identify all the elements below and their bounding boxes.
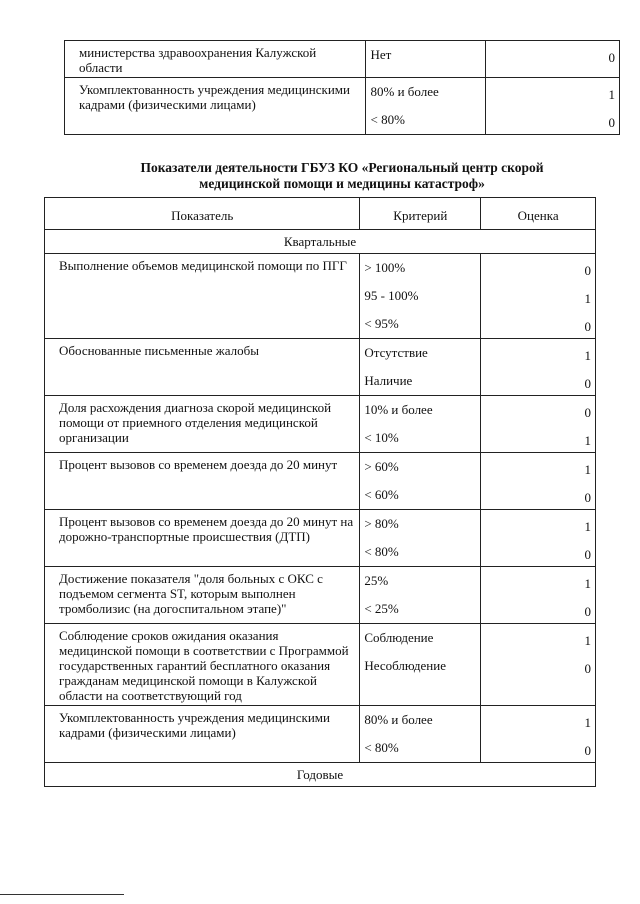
criterion-value: < 10% (364, 430, 399, 445)
criterion-value: > 60% (364, 459, 399, 474)
score-value: 0 (608, 115, 615, 130)
score-value: 1 (584, 715, 591, 730)
indicator-cell: Процент вызовов со временем доезда до 20 минут на дорожно-транспортные происшествия (ДТП) (45, 510, 360, 567)
score-value: 1 (584, 348, 591, 363)
score-value: 0 (584, 490, 591, 505)
indicator-cell: Обоснованные письменные жалобы (45, 339, 360, 396)
section-yearly-label: Годовые (45, 763, 596, 787)
score-cell (481, 339, 596, 396)
criteria-cell (360, 453, 481, 510)
criterion-value: 10% и более (364, 402, 433, 417)
table-row (45, 567, 596, 624)
score-value: 0 (584, 263, 591, 278)
table-row (65, 78, 620, 135)
criteria-cell (366, 41, 486, 78)
table-row (45, 706, 596, 763)
score-value: 1 (584, 576, 591, 591)
score-value: 0 (584, 604, 591, 619)
footnote-separator (0, 894, 124, 895)
score-value: 0 (584, 547, 591, 562)
score-value: 0 (584, 661, 591, 676)
section-title: Показатели деятельности ГБУЗ КО «Региональный центр скорой медицинской помощи и медицины катастроф» (140, 160, 544, 191)
criterion-value: 25% (364, 573, 389, 588)
score-value: 0 (584, 319, 591, 334)
header-indicator: Показатель (45, 198, 360, 230)
indicator-cell: Укомплектованность учреждения медицинскими кадрами (физическими лицами) (65, 78, 366, 135)
section-quarterly-label: Квартальные (45, 230, 596, 254)
criterion-value: Нет (370, 47, 392, 62)
score-cell (481, 567, 596, 624)
score-value: 1 (584, 433, 591, 448)
indicator-cell: Соблюдение сроков ожидания оказания медицинской помощи в соответствии с Программой государственных гарантий бесплатного оказания гражданам медицинской помощи в Калужской области на соответствующий год (45, 624, 360, 706)
score-value: 1 (584, 519, 591, 534)
section-row-quarterly (45, 230, 596, 254)
indicator-cell: министерства здравоохранения Калужской области (65, 41, 366, 78)
criterion-value: < 80% (370, 112, 405, 127)
criterion-value: 80% и более (364, 712, 433, 727)
score-value: 0 (584, 405, 591, 420)
criterion-value: 80% и более (370, 84, 439, 99)
header-criteria: Критерий (360, 198, 481, 230)
criterion-value: < 25% (364, 601, 399, 616)
score-cell (486, 78, 620, 135)
table-row (45, 339, 596, 396)
criterion-value: Отсутствие (364, 345, 428, 360)
score-cell (481, 510, 596, 567)
criterion-value: < 80% (364, 544, 399, 559)
header-score: Оценка (481, 198, 596, 230)
score-value: 0 (608, 50, 615, 65)
table-row (45, 453, 596, 510)
table-row (45, 624, 596, 706)
score-cell (481, 453, 596, 510)
criteria-cell (360, 567, 481, 624)
indicator-cell: Процент вызовов со временем доезда до 20 минут (45, 453, 360, 510)
criteria-cell (360, 706, 481, 763)
criteria-cell (360, 510, 481, 567)
indicator-cell: Достижение показателя "доля больных с ОКС с подъемом сегмента ST, которым выполнен тромболизис (на догоспитальном этапе)" (45, 567, 360, 624)
criterion-value: > 80% (364, 516, 399, 531)
criteria-cell (366, 78, 486, 135)
table-row (45, 254, 596, 339)
criterion-value: < 95% (364, 316, 399, 331)
score-cell (481, 624, 596, 706)
indicator-cell: Укомплектованность учреждения медицинскими кадрами (физическими лицами) (45, 706, 360, 763)
table-row (65, 41, 620, 78)
criterion-value: < 80% (364, 740, 399, 755)
score-value: 1 (584, 291, 591, 306)
criterion-value: < 60% (364, 487, 399, 502)
criterion-value: 95 - 100% (364, 288, 419, 303)
top-table-fragment (64, 40, 620, 135)
score-cell (481, 254, 596, 339)
score-value: 1 (584, 633, 591, 648)
score-value: 0 (584, 376, 591, 391)
score-value: 0 (584, 743, 591, 758)
score-cell (481, 396, 596, 453)
criterion-value: > 100% (364, 260, 406, 275)
score-cell (486, 41, 620, 78)
criteria-cell (360, 339, 481, 396)
table-row (45, 510, 596, 567)
criteria-cell (360, 396, 481, 453)
indicators-table (44, 197, 596, 787)
criterion-value: Несоблюдение (364, 658, 446, 673)
table-row (45, 396, 596, 453)
score-value: 1 (608, 87, 615, 102)
indicator-cell: Доля расхождения диагноза скорой медицинской помощи от приемного отделения медицинской организации (45, 396, 360, 453)
criterion-value: Наличие (364, 373, 413, 388)
section-row-yearly (45, 763, 596, 787)
score-value: 1 (584, 462, 591, 477)
criteria-cell (360, 254, 481, 339)
table-header-row (45, 198, 596, 230)
criterion-value: Соблюдение (364, 630, 434, 645)
criteria-cell (360, 624, 481, 706)
score-cell (481, 706, 596, 763)
indicator-cell: Выполнение объемов медицинской помощи по ПГГ (45, 254, 360, 339)
